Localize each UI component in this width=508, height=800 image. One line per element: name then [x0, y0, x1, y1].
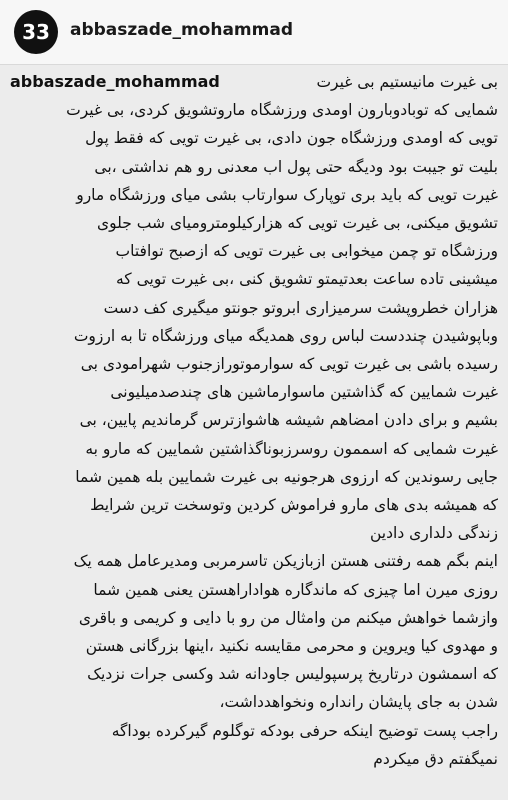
caption-line: غیرت شمایین که گذاشتین ماسوارماشین های چندصدمیلیونی — [110, 383, 498, 402]
caption-line: زندگی دلداری دادین — [370, 524, 498, 543]
caption-line: وازشما خواهش میکنم من وامثال من رو با دایی و کریمی و باقری — [78, 608, 498, 627]
caption-line: راجب پست توضیح اینکه حرفی بودکه توگلوم گیرکرده بوداگه — [111, 721, 498, 740]
caption-line: غیرت شمایی که اسممون روسرزبوناگذاشتین شمایین که مارو به — [85, 439, 498, 458]
post-header — [0, 0, 508, 65]
caption-line: جایی رسوندین که ارزوی هرجونیه بی غیرت شمایین بله همین شما — [75, 467, 498, 486]
caption-line: ورزشگاه تو چمن میخوابی بی غیرت تویی که ازصبح توافتاب — [115, 242, 498, 261]
caption-line: شمایی که توبادوبارون اومدی ورزشگاه ماروتشویق کردی، بی غیرت — [66, 101, 498, 120]
caption-line: که اسمشون درتاریخ پرسپولیس جاودانه شد وکسی جرات نزدیک — [87, 665, 498, 684]
caption-line: رسیده باشی بی غیرت تویی که سوارموتورازجنوب شهرامودی بی — [80, 355, 498, 374]
avatar[interactable]: 33 — [14, 10, 58, 54]
caption-line: که همیشه بدی های مارو فراموش کردین وتوسخت ترین شرایط — [90, 496, 498, 515]
caption-line: بلیت تو جیبت بود ودیگه حتی پول اب معدنی رو هم نداشتی ،بی — [94, 157, 498, 176]
caption-line: شدن به جای پایشان رانداره ونخواهدداشت، — [219, 693, 498, 712]
caption-line: روزی میرن اما چیزی که ماندگاره هواداراهستن یعنی همین شما — [93, 580, 498, 599]
caption-username[interactable]: abbaszade_mohammad — [10, 72, 220, 91]
caption-line: و مهدوی کیا ویروین و محرمی مقایسه نکنید ،اینها بزرگانی هستن — [85, 637, 498, 656]
caption-text: بی غیرت مانیستیم بی غیرت — [316, 73, 498, 91]
post-caption — [0, 68, 508, 800]
caption-line: تشویق میکنی، بی غیرت تویی که هزارکیلومترومیای شب جلوی — [97, 214, 498, 233]
caption-line: اینم بگم همه رفتنی هستن ازبازیکن تاسرمربی ومدیرعامل همه یک — [73, 552, 498, 571]
caption-line: غیرت تویی که باید بری توپارک سوارتاب بشی میای ورزشگاه مارو — [76, 185, 498, 204]
header-username[interactable]: abbaszade_mohammad — [70, 20, 294, 40]
caption-line: تویی که اومدی ورزشگاه جون دادی، بی غیرت تویی که فقط پول — [85, 129, 498, 148]
caption-line: میشینی تاده ساعت بعدتیمتو تشویق کنی ،بی غیرت تویی که — [116, 270, 498, 289]
caption-first-line — [10, 68, 498, 96]
caption-line: نمیگفتم دق میکردم — [373, 749, 498, 768]
caption-line: بشیم و برای دادن امضاهم شیشه هاشوازترس گرماندیم پایین، بی — [79, 411, 498, 430]
caption-line: وباپوشیدن چنددست لباس روی همدیگه میای ورزشگاه تا به ارزوت — [73, 326, 498, 345]
caption-line: هزاران خطروپشت سرمیزاری ابروتو جونتو میگیری کف دست — [103, 298, 498, 317]
